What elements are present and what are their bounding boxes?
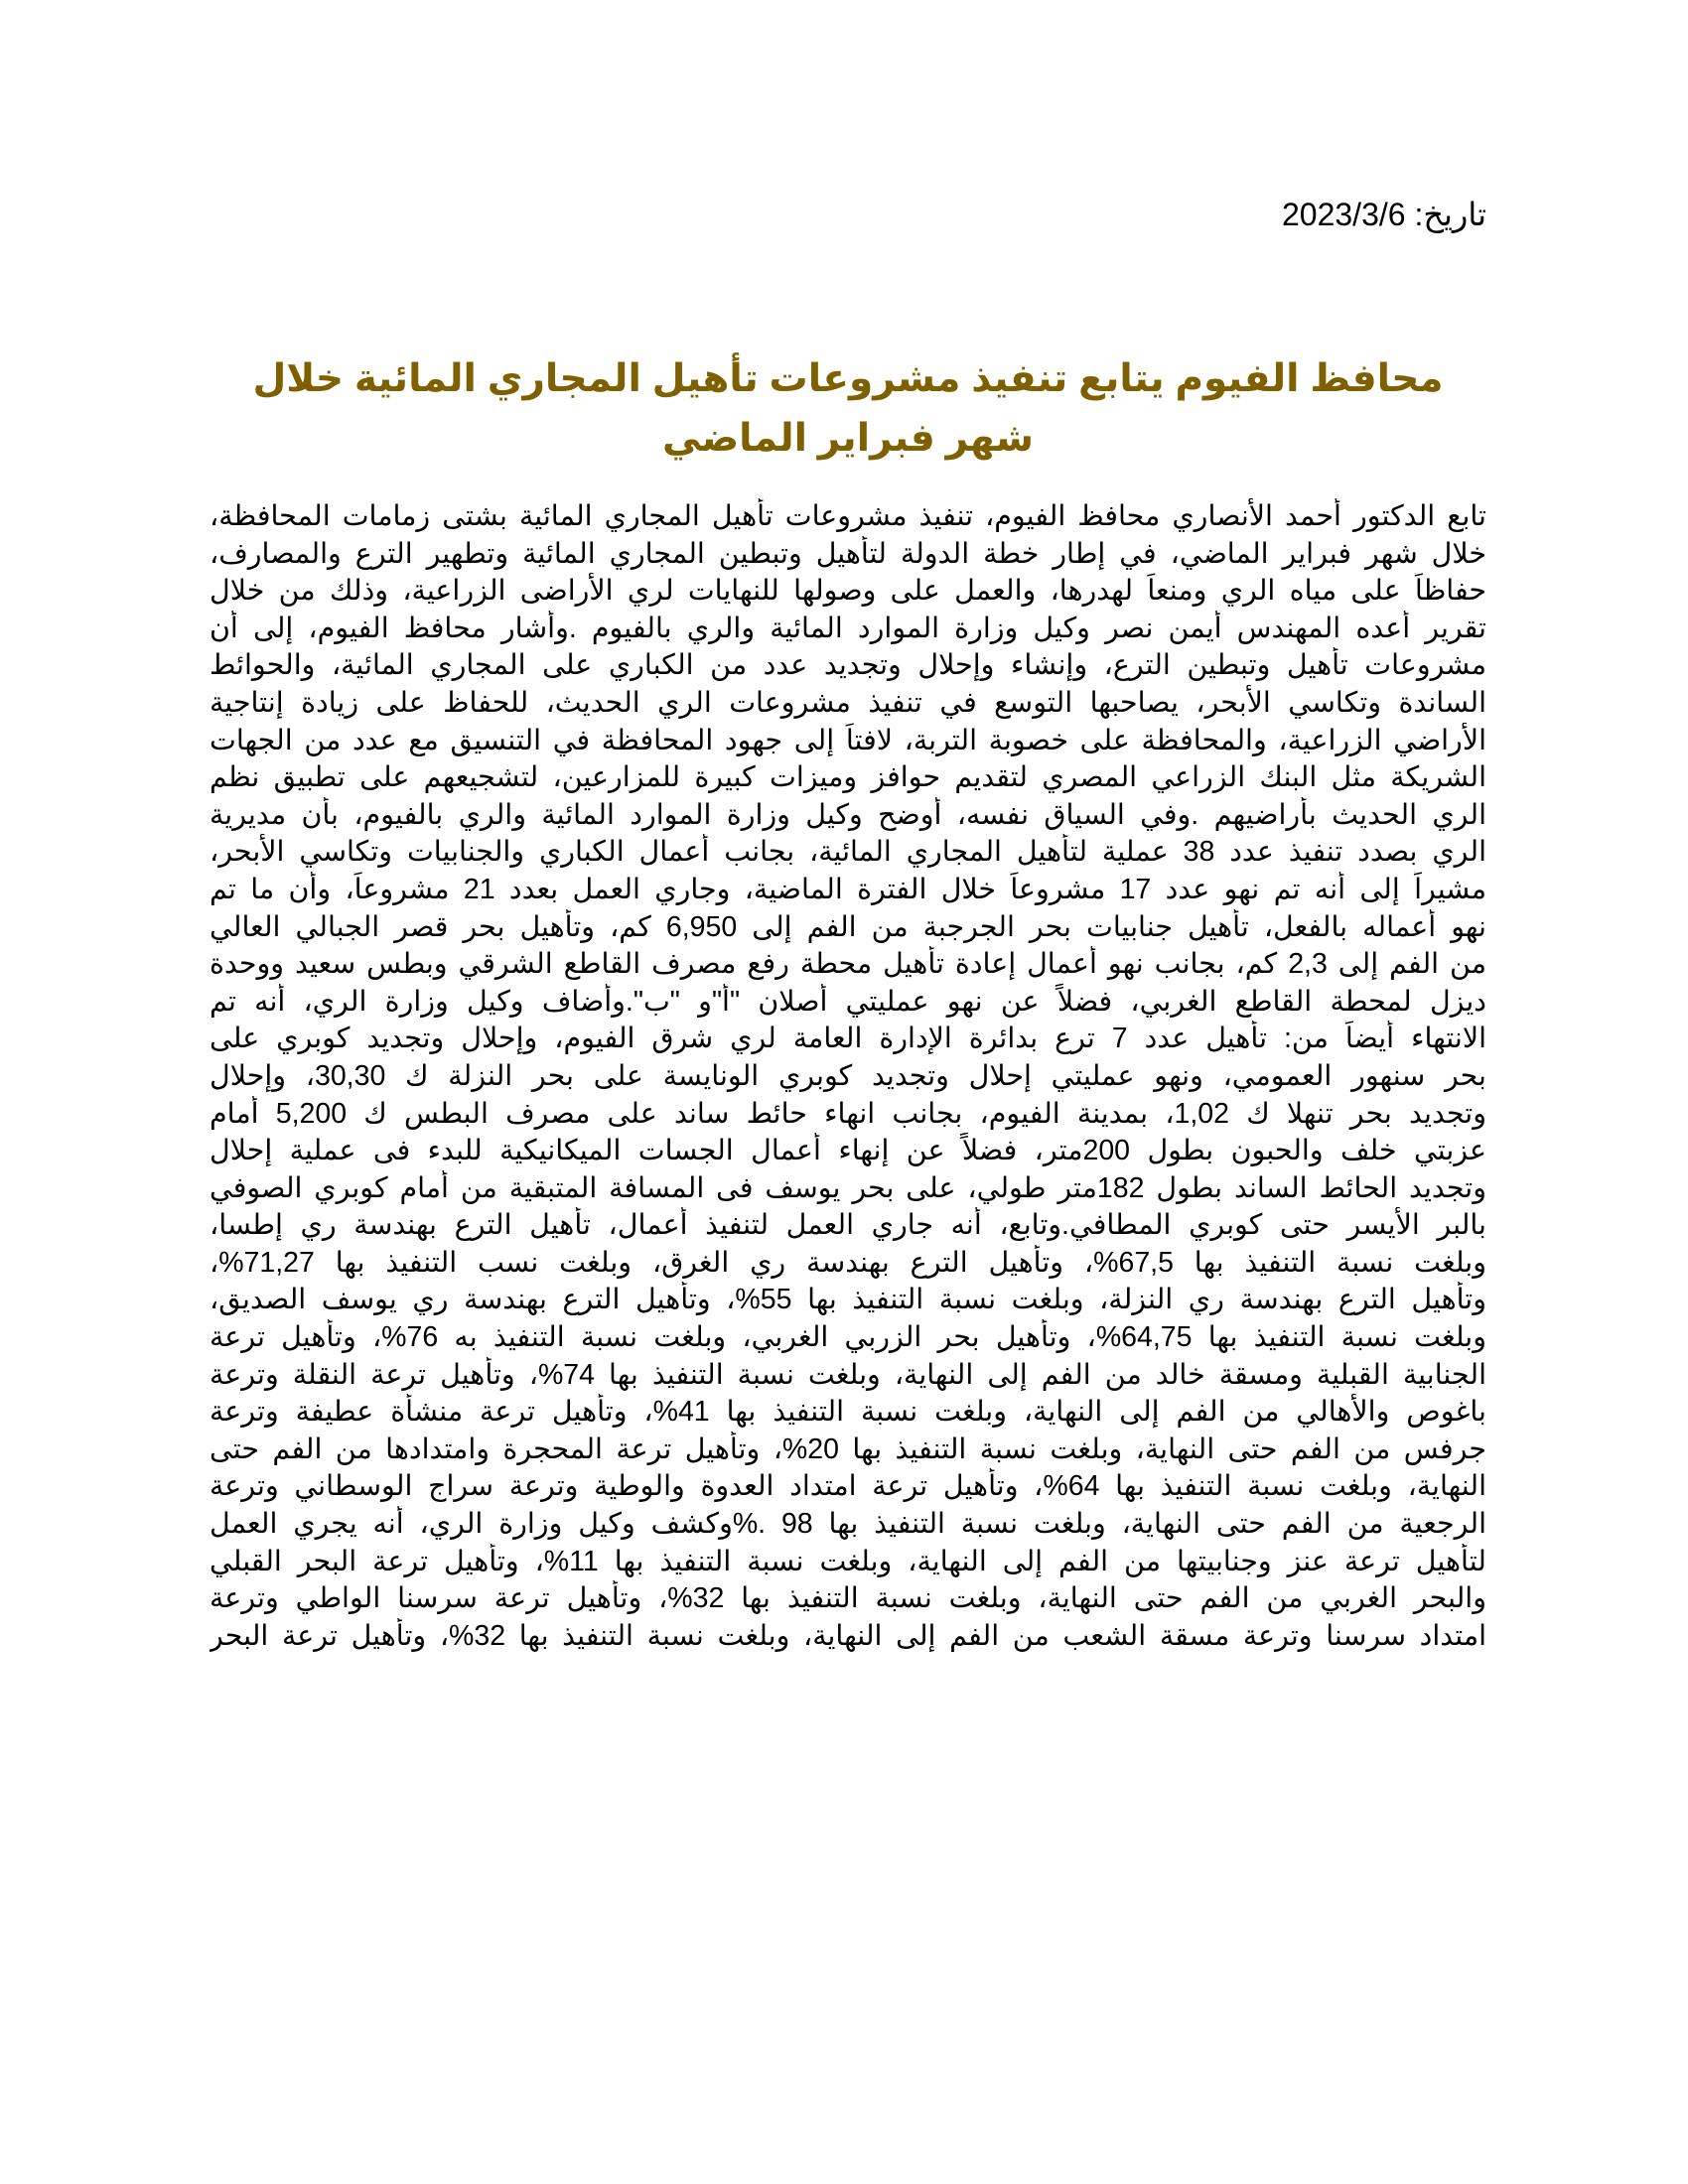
body-line: وتجديد بحر تنهلا ك 1,02، بمدينة الفيوم، بجانب انهاء حائط ساند على مصرف البطس ك 5,200 أمام	[210, 1097, 1486, 1130]
body-line: عزبتي خلف والحبون بطول 200متر، فضلاً عن إنهاء أعمال الجسات الميكانيكية للبدء فى عملية إحلال	[210, 1135, 1486, 1167]
document-page	[210, 0, 1486, 2184]
body-line: وتأهيل الترع بهندسة ري النزلة، وبلغت نسبة التنفيذ بها 55%، وتأهيل الترع بهندسة ري يوسف الصديق،	[210, 1284, 1486, 1316]
body-line: بالبر الأيسر حتى كوبري المطافي.وتابع، أنه جاري العمل لتنفيذ أعمال، تأهيل الترع بهندسة ري إطسا،	[210, 1209, 1486, 1242]
body-line: من الفم إلى 2,3 كم، بجانب نهو أعمال إعادة تأهيل محطة رفع مصرف القاطع الشرقي وبطس سعيد ووحدة	[210, 948, 1486, 981]
body-line: خلال شهر فبراير الماضي، في إطار خطة الدولة لتأهيل وتبطين المجاري المائية وتطهير الترع والمصارف،	[210, 537, 1486, 570]
body-line: وبلغت نسبة التنفيذ بها 67,5%، وتأهيل الترع بهندسة ري الغرق، وبلغت نسب التنفيذ بها 71,27%،	[210, 1246, 1486, 1279]
body-line: والبحر الغربي من الفم حتى النهاية، وبلغت نسبة التنفيذ بها 32%، وتأهيل ترعة سرسنا الواطي وترعة	[210, 1582, 1486, 1615]
body-line: جرفس من الفم حتى النهاية، وبلغت نسبة التنفيذ بها 20%، وتأهيل ترعة المحجرة وامتدادها من الفم حتى	[210, 1433, 1486, 1465]
body-line: النهاية، وبلغت نسبة التنفيذ بها 64%، وتأهيل ترعة امتداد العدوة والوطية وترعة سراج الوسطاني وترعة	[210, 1470, 1486, 1503]
body-line: الأراضي الزراعية، والمحافظة على خصوبة التربة، لافتاً إلى جهود المحافظة في التنسيق مع عدد من الجهات	[210, 724, 1486, 756]
body-line: وبلغت نسبة التنفيذ بها 64,75%، وتأهيل بحر الزربي الغربي، وبلغت نسبة التنفيذ به 76%، وتأهيل ترعة	[210, 1321, 1486, 1354]
body-line: تابع الدكتور أحمد الأنصاري محافظ الفيوم، تنفيذ مشروعات تأهيل المجاري المائية بشتى زمامات المحافظة،	[210, 500, 1486, 532]
body-line: الشريكة مثل البنك الزراعي المصري لتقديم حوافز وميزات كبيرة للمزارعين، لتشجيعهم على تطبيق نظم	[210, 761, 1486, 794]
body-line: مشيراً إلى أنه تم نهو عدد 17 مشروعاً خلال الفترة الماضية، وجاري العمل بعدد 21 مشروعاً، وأن ما تم	[210, 873, 1486, 905]
body-line: حفاظاً على مياه الري ومنعاً لهدرها، والعمل على وصولها للنهايات لري الأراضى الزراعية، وذلك من خلال	[210, 575, 1486, 608]
body-line: الري الحديث بأراضيهم .وفي السياق نفسه، أوضح وكيل وزارة الموارد المائية والري بالفيوم، بأن مديرية	[210, 798, 1486, 831]
article-title: محافظ الفيوم يتابع تنفيذ مشروعات تأهيل المجاري المائية خلال شهر فبراير الماضي	[252, 357, 1444, 460]
article-body	[210, 498, 1486, 1655]
body-line: الري بصدد تنفيذ عدد 38 عملية لتأهيل المجاري المائية، بجانب أعمال الكباري والجنابيات وتكاسي الأبحر،	[210, 836, 1486, 869]
document-date: تاريخ: 2023/3/6	[1281, 197, 1486, 232]
body-line: امتداد سرسنا وترعة مسقة الشعب من الفم إلى النهاية، وبلغت نسبة التنفيذ بها 32%، وتأهيل ترعة البحر	[210, 1619, 1486, 1652]
body-line: الانتهاء أيضاً من: تأهيل عدد 7 ترع بدائرة الإدارة العامة لري شرق الفيوم، وإحلال وتجديد كوبري على	[210, 1023, 1486, 1055]
body-line: بحر سنهور العمومي، ونهو عمليتي إحلال وتجديد كوبري الونايسة على بحر النزلة ك 30,30، وإحلال	[210, 1059, 1486, 1092]
body-line: الجنابية القبلية ومسقة خالد من الفم إلى النهاية، وبلغت نسبة التنفيذ بها 74%، وتأهيل ترعة النقلة وترعة	[210, 1358, 1486, 1391]
body-line: نهو أعماله بالفعل، تأهيل جنابيات بحر الجرجبة من الفم إلى 6,950 كم، وتأهيل بحر قصر الجبالي العالي	[210, 910, 1486, 943]
body-line: الساندة وتكاسي الأبحر، يصاحبها التوسع في تنفيذ مشروعات الري الحديث، للحفاظ على زيادة إنتاجية	[210, 686, 1486, 719]
body-line: وتجديد الحائط الساند بطول 182متر طولي، على بحر يوسف فى المسافة المتبقية من أمام كوبري الصوفي	[210, 1171, 1486, 1204]
body-line: تقرير أعده المهندس أيمن نصر وكيل وزارة الموارد المائية والري بالفيوم .وأشار محافظ الفيوم، إلى أن	[210, 612, 1486, 644]
body-line: مشروعات تأهيل وتبطين الترع، وإنشاء وإحلال وتجديد عدد من الكباري على المجاري المائية، والحوائط	[210, 649, 1486, 682]
body-line: لتأهيل ترعة عنز وجنابيتها من الفم إلى النهاية، وبلغت نسبة التنفيذ بها 11%، وتأهيل ترعة البحر القبلي	[210, 1545, 1486, 1577]
body-line: ديزل لمحطة القاطع الغربي، فضلاً عن نهو عمليتي أصلان "أ"و "ب".وأضاف وكيل وزارة الري، أنه تم	[210, 985, 1486, 1018]
body-line: الرجعية من الفم حتى النهاية، وبلغت نسبة التنفيذ بها 98 .%وكشف وكيل وزارة الري، أنه يجري العمل	[210, 1508, 1486, 1541]
body-line: باغوص والأهالي من الفم إلى النهاية، وبلغت نسبة التنفيذ بها 41%، وتأهيل ترعة منشأة عطيفة وترعة	[210, 1396, 1486, 1429]
